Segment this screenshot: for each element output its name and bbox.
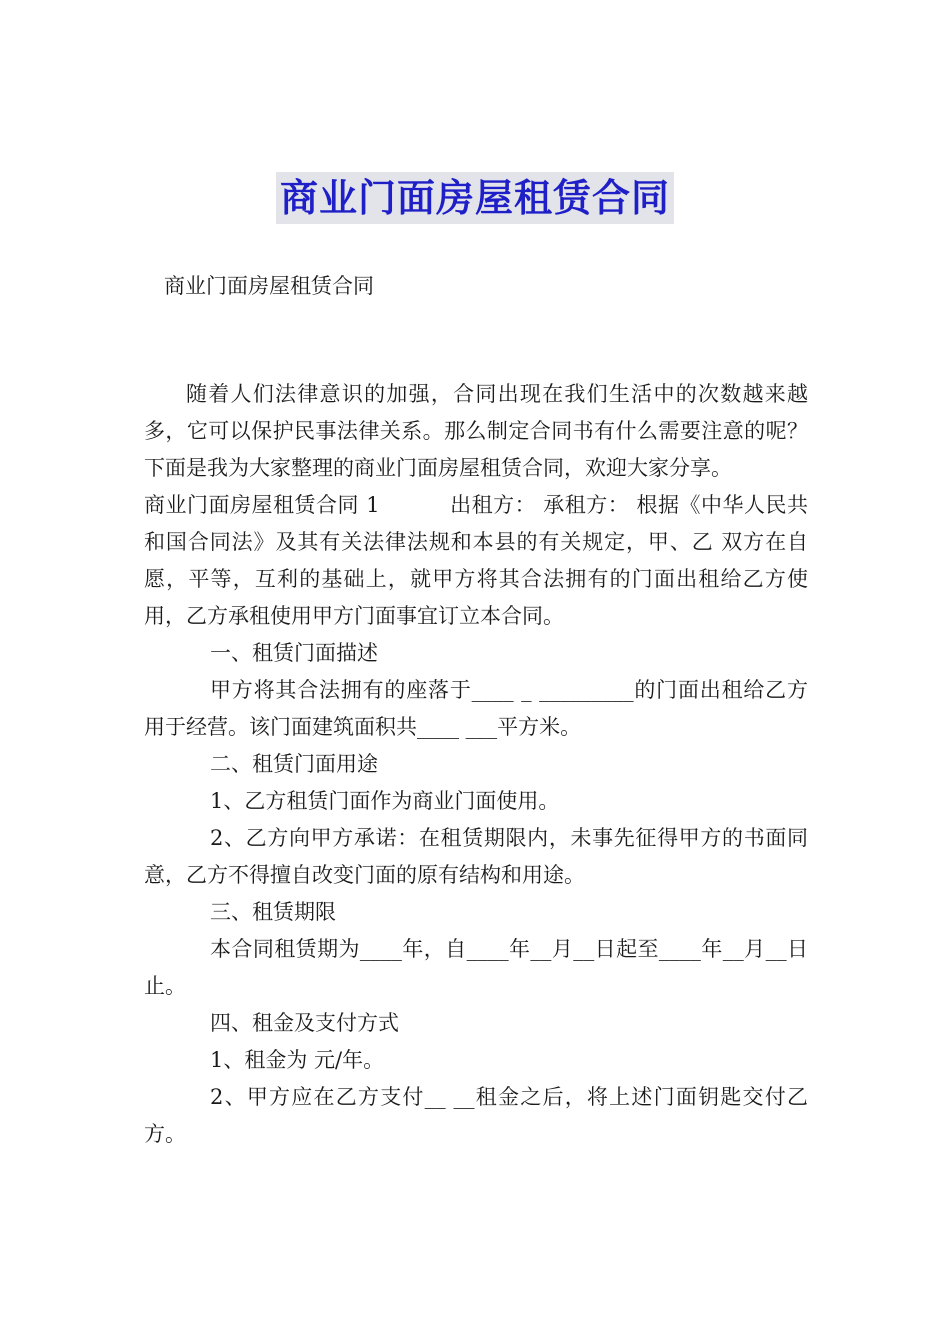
contract-label: 商业门面房屋租赁合同 1 (144, 493, 380, 517)
section3-heading: 三、租赁期限 (210, 900, 336, 924)
section2-item2: 2、乙方向甲方承诺：在租赁期限内，未事先征得甲方的书面同意，乙方不得擅自改变门面的原有结构和用途。 (144, 826, 808, 887)
section4-item2: 2、甲方应在乙方支付__ __租金之后，将上述门面钥匙交付乙方。 (144, 1085, 808, 1146)
section3-text: 本合同租赁期为____年，自____年__月__日起至____年__月__日止。 (144, 937, 808, 998)
section2-item1: 1、乙方租赁门面作为商业门面使用。 (210, 789, 560, 813)
section1-heading: 一、租赁门面描述 (210, 641, 378, 665)
document-body (144, 376, 808, 1153)
section1-text: 甲方将其合法拥有的座落于____ _ _________的门面出租给乙方用于经营。该门面建筑面积共____ ___平方米。 (144, 678, 808, 739)
contract-opening-paragraph (144, 487, 808, 635)
section2-heading: 二、租赁门面用途 (210, 752, 378, 776)
document-title: 商业门面房屋租赁合同 (276, 172, 674, 224)
title-container (0, 172, 950, 224)
section4-item1: 1、租金为 元/年。 (210, 1048, 385, 1072)
intro-paragraph: 随着人们法律意识的加强，合同出现在我们生活中的次数越来越多，它可以保护民事法律关系。那么制定合同书有什么需要注意的呢？下面是我为大家整理的商业门面房屋租赁合同，欢迎大家分享。 (144, 382, 808, 480)
document-subtitle: 商业门面房屋租赁合同 (164, 274, 374, 298)
contract-opening: 出租方： 承租方： 根据《中华人民共和国合同法》及其有关法律法规和本县的有关规定，甲、乙 双方在自愿，平等，互利的基础上，就甲方将其合法拥有的门面出租给乙方使用，乙方承租使用甲方门面事宜订立本合同。 (144, 493, 808, 628)
section4-heading: 四、租金及支付方式 (210, 1011, 399, 1035)
